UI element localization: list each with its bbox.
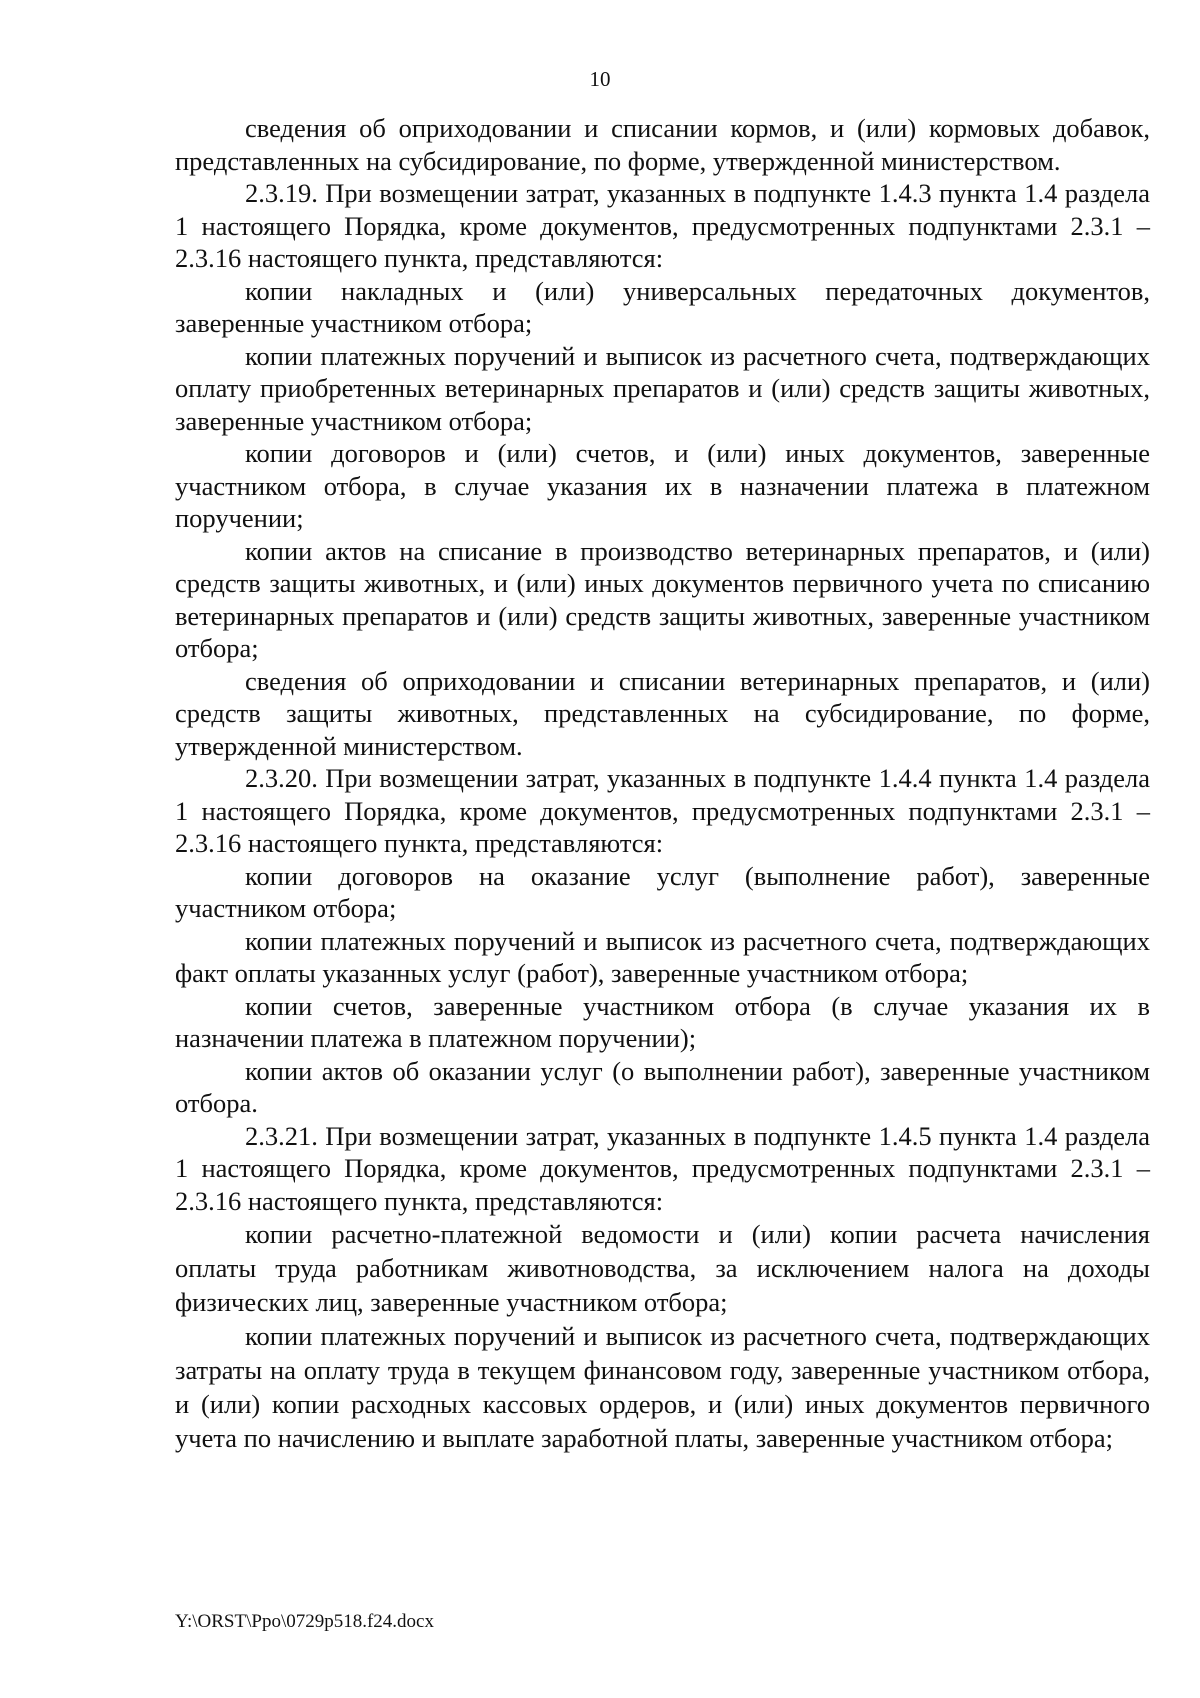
paragraph-service-invoices: копии счетов, заверенные участником отбора (в случае указания их в назначении платежа в платежном поручении); xyxy=(175,990,1150,1053)
paragraph-payment-orders-vet: копии платежных поручений и выписок из расчетного счета, подтверждающих оплату приобретенных ветеринарных препаратов и (или) средств защиты животных, заверенные участником отбора; xyxy=(175,340,1150,436)
document-body xyxy=(175,112,1150,1455)
paragraph-2-3-21: 2.3.21. При возмещении затрат, указанных в подпункте 1.4.5 пункта 1.4 раздела 1 настоящего Порядка, кроме документов, предусмотренных подпунктами 2.3.1 – 2.3.16 настоящего пункта, представляются: xyxy=(175,1120,1150,1216)
paragraph-feed-records: сведения об оприходовании и списании кормов, и (или) кормовых добавок, представленных на субсидирование, по форме, утвержденной министерством. xyxy=(175,113,1150,176)
paragraph-payment-orders-payroll: копии платежных поручений и выписок из расчетного счета, подтверждающих затраты на оплату труда в текущем финансовом году, заверенные участником отбора, и (или) копии расходных кассовых ордеров, и (или) иных документов первичного учета по начислению и выплате заработной платы, заверенные участником отбора; xyxy=(175,1321,1150,1453)
paragraph-payment-orders-services: копии платежных поручений и выписок из расчетного счета, подтверждающих факт оплаты указанных услуг (работ), заверенные участником отбора; xyxy=(175,925,1150,988)
paragraph-write-off-acts: копии актов на списание в производство ветеринарных препаратов, и (или) средств защиты животных, и (или) иных документов первичного учета по списанию ветеринарных препаратов и (или) средств защиты животных, заверенные участником отбора; xyxy=(175,535,1150,663)
footer-file-path: Y:\ORST\Ppo\0729p518.f24.docx xyxy=(175,1611,434,1632)
page-number: 10 xyxy=(589,67,611,91)
paragraph-payroll-statement: копии расчетно-платежной ведомости и (или) копии расчета начисления оплаты труда работникам животноводства, за исключением налога на доходы физических лиц, заверенные участником отбора; xyxy=(175,1219,1150,1317)
paragraph-contracts-vet: копии договоров и (или) счетов, и (или) иных документов, заверенные участником отбора, в случае указания их в назначении платежа в платежном поручении; xyxy=(175,438,1150,533)
paragraph-service-contracts: копии договоров на оказание услуг (выполнение работ), заверенные участником отбора; xyxy=(175,860,1150,923)
paragraph-vet-records: сведения об оприходовании и списании ветеринарных препаратов, и (или) средств защиты животных, представленных на субсидирование, по форме, утвержденной министерством. xyxy=(175,665,1150,761)
paragraph-2-3-20: 2.3.20. При возмещении затрат, указанных в подпункте 1.4.4 пункта 1.4 раздела 1 настоящего Порядка, кроме документов, предусмотренных подпунктами 2.3.1 – 2.3.16 настоящего пункта, представляются: xyxy=(175,763,1150,858)
paragraph-service-acts: копии актов об оказании услуг (о выполнении работ), заверенные участником отбора. xyxy=(175,1055,1150,1118)
paragraph-invoices: копии накладных и (или) универсальных передаточных документов, заверенные участником отбора; xyxy=(175,275,1150,338)
paragraph-2-3-19: 2.3.19. При возмещении затрат, указанных в подпункте 1.4.3 пункта 1.4 раздела 1 настоящего Порядка, кроме документов, предусмотренных подпунктами 2.3.1 – 2.3.16 настоящего пункта, представляются: xyxy=(175,178,1150,273)
